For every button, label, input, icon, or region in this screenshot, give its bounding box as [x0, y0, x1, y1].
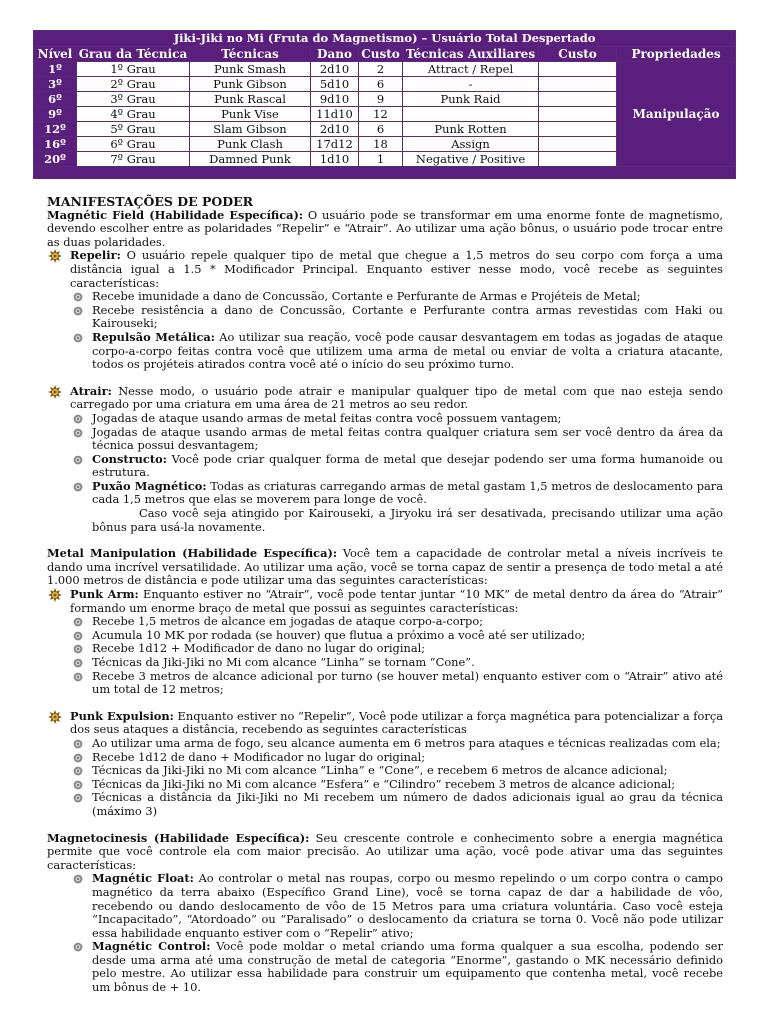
header-grau: Grau da Técnica — [77, 47, 190, 62]
list-item — [47, 426, 723, 453]
atrair-title: Atrair: — [70, 383, 112, 398]
magnetic-field-text: O usuário pode se transformar em uma enorme fonte de magnetismo, devendo escolher entre as polaridades “Repelir” e “Atrair”. Ao utilizar uma ação bônus, o usuário pode trocar entre as duas polaridades. — [47, 207, 724, 249]
list-item-text: Técnicas da Jiki-Jiki no Mi com alcance “Esfera” e “Cilindro” recebem 3 metros de alcance adicional; — [92, 776, 676, 791]
list-item — [47, 615, 723, 629]
bullet-icon — [73, 644, 83, 654]
cell-damage: 1d10 — [311, 152, 359, 167]
table-title: Jiki-Jiki no Mi (Fruta do Magnetismo) – Usuário Total Despertado — [34, 31, 736, 47]
repulsao-title: Repulsão Metálica: — [92, 329, 215, 344]
magnetocinesis-text: Seu crescente controle e conhecimento sobre a energia magnética permite que você controle ela com maior precisão. Ao utilizar uma ação, você pode ativar uma das seguintes características: — [47, 830, 724, 872]
cell-aux-technique: Assign — [403, 137, 539, 152]
cell-aux-technique: Negative / Positive — [403, 152, 539, 167]
bullet-icon — [73, 672, 83, 682]
technique-table — [33, 30, 736, 179]
header-tecnicas: Técnicas — [190, 47, 311, 62]
bullet-icon — [73, 793, 83, 803]
atrair-item — [47, 385, 723, 412]
constructo-title: Constructo: — [92, 451, 167, 466]
bullet-icon — [73, 739, 83, 749]
cell-grade: 6º Grau — [77, 137, 190, 152]
bullet-icon — [73, 874, 83, 884]
cell-aux-cost — [539, 62, 617, 77]
gear-bullet-icon — [47, 710, 63, 724]
list-item-text: Recebe 1,5 metros de alcance em jogadas de ataque corpo-a-corpo; — [92, 614, 484, 629]
magnetocinesis-paragraph — [47, 832, 723, 873]
gear-bullet-icon — [47, 249, 63, 263]
header-custo-aux: Custo — [539, 47, 617, 62]
punk-expulsion-title: Punk Expulsion: — [70, 708, 174, 723]
cell-damage: 2d10 — [311, 122, 359, 137]
cell-level: 6º — [34, 92, 77, 107]
bullet-icon — [73, 482, 83, 492]
list-item — [47, 764, 723, 778]
list-item-text: Técnicas a distância da Jiki-Jiki no Mi recebem um número de dados adicionais igual ao grau da técnica (máximo 3) — [92, 790, 723, 818]
cell-aux-cost — [539, 137, 617, 152]
gear-bullet-icon — [47, 385, 63, 399]
gear-bullet-icon — [47, 588, 63, 602]
punk-expulsion-item — [47, 710, 723, 737]
cell-aux-cost — [539, 122, 617, 137]
cell-grade: 4º Grau — [77, 107, 190, 122]
list-item — [47, 480, 723, 507]
bullet-icon — [73, 428, 83, 438]
repelir-text: O usuário repele qualquer tipo de metal que chegue a 1,5 metros do seu corpo com força a uma distância igual a 1.5 * Modificador Principal. Enquanto estiver nesse modo, você recebe as seguintes características: — [70, 248, 723, 290]
cell-cost: 6 — [359, 122, 403, 137]
bullet-icon — [73, 292, 83, 302]
cell-level: 12º — [34, 122, 77, 137]
header-tecnicas-auxiliares: Técnicas Auxiliares — [403, 47, 539, 62]
header-custo: Custo — [359, 47, 403, 62]
cell-technique: Punk Clash — [190, 137, 311, 152]
list-item-text: Técnicas da Jiki-Jiki no Mi com alcance “Linha” e “Cone”, e recebem 6 metros de alcance adicional; — [92, 763, 668, 778]
magnetic-field-paragraph — [47, 209, 723, 250]
cell-aux-cost — [539, 92, 617, 107]
kairouseki-note: Caso você seja atingido por Kairouseki, a Jiryoku irá ser desativada, precisando utilizar uma ação bônus para usá-la novamente. — [92, 506, 723, 534]
cell-level: 16º — [34, 137, 77, 152]
cell-damage: 2d10 — [311, 62, 359, 77]
bullet-icon — [73, 414, 83, 424]
cell-aux-cost — [539, 77, 617, 92]
puxao-title: Puxão Magnético: — [92, 478, 207, 493]
cell-cost: 1 — [359, 152, 403, 167]
cell-level: 9º — [34, 107, 77, 122]
header-dano: Dano — [311, 47, 359, 62]
cell-damage: 9d10 — [311, 92, 359, 107]
bullet-icon — [73, 942, 83, 952]
list-item — [47, 791, 723, 818]
punk-arm-title: Punk Arm: — [70, 587, 139, 602]
cell-aux-technique: - — [403, 77, 539, 92]
bullet-icon — [73, 631, 83, 641]
list-item — [47, 629, 723, 643]
repelir-item — [47, 249, 723, 290]
punk-expulsion-text: Enquanto estiver no “Repelir”, Você pode utilizar a força magnética para potencializar a força dos seus ataques a distância, recebendo as seguintes características — [70, 708, 723, 737]
bullet-icon — [73, 753, 83, 763]
magnetocinesis-title: Magnetocinesis (Habilidade Específica): — [47, 830, 310, 845]
cell-aux-technique — [403, 107, 539, 122]
list-item — [47, 872, 723, 940]
list-item — [47, 940, 723, 994]
table-row — [34, 62, 736, 77]
cell-aux-technique: Punk Raid — [403, 92, 539, 107]
bullet-icon — [73, 658, 83, 668]
cell-cost: 2 — [359, 62, 403, 77]
list-item — [47, 656, 723, 670]
list-item-text: Jogadas de ataque usando armas de metal feitas contra você possuem vantagem; — [92, 410, 562, 425]
list-item — [47, 737, 723, 751]
cell-technique: Punk Gibson — [190, 77, 311, 92]
list-item-text: Acumula 10 MK por rodada (se houver) que flutua a próximo a você até ser utilizado; — [92, 627, 586, 642]
cell-level: 3º — [34, 77, 77, 92]
magnetic-field-title: Magnétic Field (Habilidade Específica): — [47, 207, 304, 222]
cell-technique: Punk Smash — [190, 62, 311, 77]
cell-damage: 11d10 — [311, 107, 359, 122]
cell-grade: 1º Grau — [77, 62, 190, 77]
list-item-text: Recebe 3 metros de alcance adicional por turno (se houver metal) enquanto estiver com o “Atrair” ativo até um total de 12 metros; — [92, 668, 723, 697]
puxao-text: Todas as criaturas carregando armas de metal gastam 1,5 metros de deslocamento para cada 1,5 metros que elas se moverem para longe de você. — [92, 478, 724, 507]
bullet-icon — [73, 306, 83, 316]
bullet-icon — [73, 766, 83, 776]
bullet-icon — [73, 617, 83, 627]
cell-property: Manipulação — [617, 62, 736, 167]
list-item-text: Recebe imunidade a dano de Concussão, Cortante e Perfurante de Armas e Projéteis de Metal; — [92, 289, 641, 304]
cell-cost: 6 — [359, 77, 403, 92]
cell-cost: 18 — [359, 137, 403, 152]
cell-grade: 2º Grau — [77, 77, 190, 92]
list-item — [47, 778, 723, 792]
magnetic-float-title: Magnétic Float: — [92, 871, 194, 886]
cell-grade: 7º Grau — [77, 152, 190, 167]
cell-grade: 3º Grau — [77, 92, 190, 107]
table-footer — [34, 167, 736, 179]
punk-arm-item — [47, 588, 723, 615]
cell-aux-technique: Attract / Repel — [403, 62, 539, 77]
metal-manipulation-text: Você tem a capacidade de controlar metal a níveis incríveis te dando uma incrível versatilidade. Ao utilizar uma ação, você se torna capaz de sentir a presença de todo metal a até 1.000 metros de distância e pode utilizar uma das seguintes características: — [47, 546, 723, 588]
list-item — [47, 290, 723, 304]
list-item — [47, 331, 723, 372]
header-propriedades: Propriedades — [617, 47, 736, 62]
list-item — [47, 751, 723, 765]
cell-technique: Slam Gibson — [190, 122, 311, 137]
list-item — [47, 642, 723, 656]
list-item-text: Recebe resistência a dano de Concussão, Cortante e Perfurante contra armas revestidas com Haki ou Kairouseki; — [92, 302, 723, 331]
atrair-text: Nesse modo, o usuário pode atrair e manipular qualquer tipo de metal com que nao esteja sendo carregado por uma criatura em uma área de 21 metros ao seu redor. — [70, 383, 723, 412]
cell-grade: 5º Grau — [77, 122, 190, 137]
magnetic-float-text: Ao controlar o metal nas roupas, corpo ou mesmo repelindo o um corpo contra o campo magnético da terra abaixo (Específico Grand Line), você se torna capaz de dar a habilidade de vôo, recebendo ou dando deslocamento de vôo de 15 Metros para uma criatura voluntária. Caso você esteja “Incapacitado”, “Atordoado” ou “Paralisado” o deslocamento da criatura se torna 0. Você não pode utilizar essa habilidade enquanto estiver com o “Repelir” ativo; — [92, 871, 723, 940]
cell-aux-cost — [539, 107, 617, 122]
cell-level: 1º — [34, 62, 77, 77]
punk-arm-text: Enquanto estiver no “Atrair”, você pode tentar juntar “10 MK” de metal dentro da área do “Atrair” formando um enorme braço de metal que possui as seguintes características: — [70, 587, 723, 615]
bullet-icon — [73, 333, 83, 343]
bullet-icon — [73, 455, 83, 465]
cell-cost: 12 — [359, 107, 403, 122]
list-item — [47, 453, 723, 480]
bullet-icon — [73, 780, 83, 790]
list-item — [47, 670, 723, 697]
list-item-text: Técnicas da Jiki-Jiki no Mi com alcance “Linha” se tornam “Cone”. — [92, 655, 475, 669]
cell-technique: Damned Punk — [190, 152, 311, 167]
section-title: MANIFESTAÇÕES DE PODER — [47, 194, 254, 209]
cell-technique: Punk Rascal — [190, 92, 311, 107]
repelir-title: Repelir: — [70, 248, 121, 263]
list-item-text: Jogadas de ataque usando armas de metal feitas contra qualquer criatura sem ser você dentro da área da técnica possui desvantagem; — [92, 424, 723, 453]
cell-damage: 5d10 — [311, 77, 359, 92]
cell-technique: Punk Vise — [190, 107, 311, 122]
cell-level: 20º — [34, 152, 77, 167]
metal-manipulation-title: Metal Manipulation (Habilidade Específica): — [47, 546, 338, 561]
list-item-text: Ao utilizar uma arma de fogo, seu alcance aumenta em 6 metros para ataques e técnicas realizadas com ela; — [92, 735, 721, 750]
cell-aux-technique: Punk Rotten — [403, 122, 539, 137]
header-nivel: Nível — [34, 47, 77, 62]
document-body — [47, 195, 723, 995]
list-item-text: Recebe 1d12 de dano + Modificador no lugar do original; — [92, 749, 426, 764]
list-item-text: Recebe 1d12 + Modificador de dano no lugar do original; — [92, 641, 426, 656]
repulsao-text: Ao utilizar sua reação, você pode causar desvantagem em todas as jogadas de ataque corpo-a-corpo feitas contra você que utilizem uma arma de metal ou enviar de volta a criatura atacante, todos os projéteis atirados contra você até o início do seu próximo turno. — [92, 329, 723, 372]
list-item — [47, 412, 723, 426]
magnetic-control-title: Magnétic Control: — [92, 939, 211, 954]
list-item — [47, 304, 723, 331]
cell-cost: 9 — [359, 92, 403, 107]
magnetic-control-text: Você pode moldar o metal criando uma forma qualquer a sua escolha, podendo ser desde uma arma até uma construção de metal de categoria “Enorme”, gastando o MK necessário definido pelo mestre. Ao utilizar essa habilidade para construir um equipamento que contenha metal, você recebe um bônus de + 10. — [92, 939, 723, 995]
constructo-text: Você pode criar qualquer forma de metal que desejar podendo ser uma forma humanoide ou estrutura. — [92, 451, 723, 480]
metal-manipulation-paragraph — [47, 547, 723, 588]
cell-damage: 17d12 — [311, 137, 359, 152]
cell-aux-cost — [539, 152, 617, 167]
